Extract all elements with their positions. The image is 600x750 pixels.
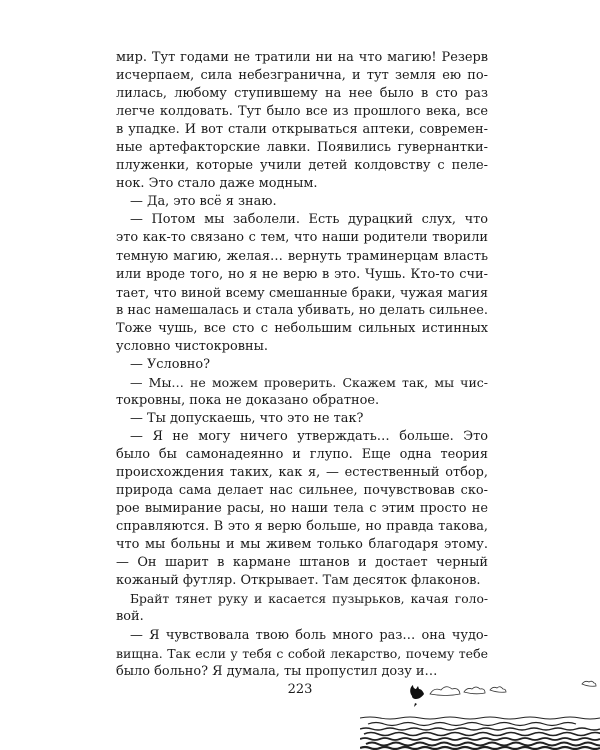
text-line: вищна. Так если у тебя с собой лекарство, почему тебе (116, 645, 488, 661)
text-line: — Он шарит в кармане штанов и достает черный (116, 555, 488, 571)
text-line: — Я не могу ничего утверждать… больше. Это (130, 428, 488, 444)
text-line: токровны, пока не доказано обратное. (116, 392, 380, 408)
text-line: — Условно? (130, 356, 210, 372)
text-line: в упадке. И вот стали открываться аптеки, современ- (116, 122, 488, 138)
text-line: плуженки, которые учили детей колдовству с пеле- (116, 158, 488, 174)
text-line: или вроде того, но я не верю в это. Чушь. Кто-то счи- (116, 266, 488, 282)
ocean-illustration (360, 666, 600, 750)
text-line: происхождения таких, как я, — естественный отбор, (116, 465, 488, 481)
text-line: было бы самонадеянно и глупо. Еще одна теория (116, 447, 488, 463)
text-line: — Да, это всё я знаю. (130, 194, 277, 210)
text-line: природа сама делает нас сильнее, почувствовав ско- (116, 483, 488, 499)
text-line: тает, что виной всему смешанные браки, чужая магия (116, 284, 488, 300)
text-line: рое вымирание расы, но наши тела с этим просто не (116, 501, 488, 517)
text-line: Брайт тянет руку и касается пузырьков, качая голо- (130, 592, 488, 607)
text-line: мир. Тут годами не тратили ни на что магию! Резерв (116, 50, 488, 65)
text-line: нок. Это стало даже модным. (116, 176, 318, 192)
text-line: что мы больны и мы живем только благодаря этому. (116, 537, 488, 553)
text-line: в нас намешалась и стала убивать, но делать сильнее. (116, 302, 488, 318)
text-line: Тоже чушь, все сто с небольшим сильных истинных (116, 320, 488, 336)
text-line: — Ты допускаешь, что это не так? (130, 410, 364, 426)
text-line: условно чистокровны. (116, 338, 268, 354)
bird-icon (410, 685, 424, 707)
text-line: — Я чувствовала твою боль много раз… она чудо- (130, 627, 488, 643)
text-line: кожаный футляр. Открывает. Там десяток флаконов. (116, 573, 481, 589)
text-line: вой. (116, 609, 144, 625)
text-line: легче колдовать. Тут было все из прошлого века, все (116, 104, 488, 120)
page-number: 223 (287, 682, 313, 697)
text-line: справляются. В это я верю больше, но правда такова, (116, 519, 488, 535)
text-line: лилась, любому ступившему на нее было в сто раз (116, 86, 488, 102)
text-line: темную магию, желая… вернуть траминерцам власть (116, 248, 488, 264)
sea-waves (360, 717, 600, 749)
text-line: — Мы… не можем проверить. Скажем так, мы чис- (130, 374, 488, 390)
text-line: исчерпаем, сила небезгранична, и тут земля ею по- (116, 68, 488, 84)
cloud-icon (430, 681, 596, 695)
body-text (116, 49, 488, 681)
text-line: было больно? Я думала, ты пропустил дозу и… (116, 663, 438, 679)
text-line: — Потом мы заболели. Есть дурацкий слух, что (130, 212, 488, 228)
text-line: ные артефакторские лавки. Появились гувернантки- (116, 140, 488, 156)
text-line: это как-то связано с тем, что наши родители творили (116, 230, 488, 246)
